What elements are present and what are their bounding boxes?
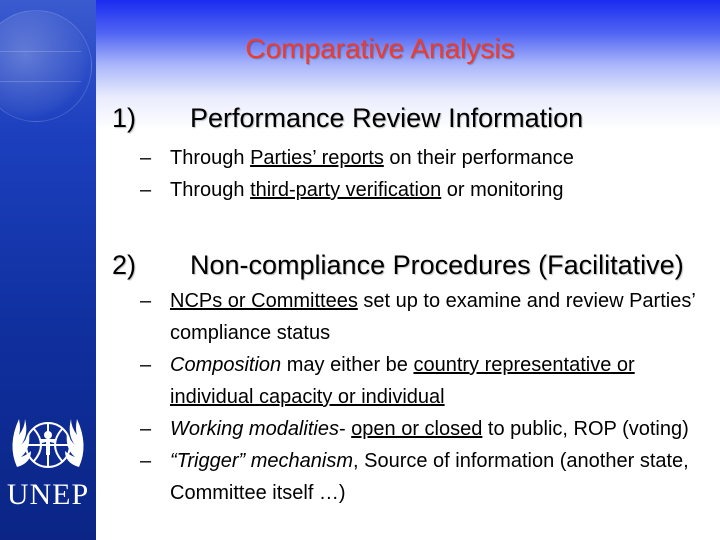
bullet-text-run: Through bbox=[170, 147, 251, 169]
bullet-item bbox=[140, 349, 715, 413]
bullet-item bbox=[140, 142, 700, 174]
bullet-text-run: third-party verification bbox=[250, 179, 442, 201]
bullet-item bbox=[140, 445, 715, 509]
bullet-item bbox=[140, 174, 700, 206]
unep-logo-text: UNEP bbox=[6, 478, 90, 511]
bullet-text-run: NCPs or Committees bbox=[170, 290, 358, 312]
bullet-text-run: Through bbox=[170, 179, 251, 201]
bullet-text-run: “Trigger” mechanism bbox=[170, 450, 353, 472]
bullet-text-run: may either be bbox=[281, 354, 414, 376]
sidebar-band bbox=[0, 0, 96, 540]
section-2-bullets bbox=[140, 285, 715, 509]
section-number-1: 1) bbox=[112, 103, 137, 133]
section-1-bullets bbox=[140, 142, 700, 206]
globe-decoration bbox=[0, 10, 92, 122]
bullet-text-run: or monitoring bbox=[441, 179, 564, 201]
bullet-text-run: Composition bbox=[170, 354, 282, 376]
section-heading-2: Non-compliance Procedures (Facilitative) bbox=[190, 250, 684, 280]
bullet-item bbox=[140, 413, 715, 445]
bullet-item bbox=[140, 285, 715, 349]
bullet-text-run: to public, ROP (voting) bbox=[482, 418, 689, 440]
bullet-text-run: , Source of information (another state, Committee itself …) bbox=[170, 450, 689, 504]
bullet-text-run: Working modalities bbox=[170, 418, 339, 440]
bullet-text-run: country representative or individual capacity or individual bbox=[170, 354, 635, 408]
bullet-text-run: set up to examine and review Parties’ compliance status bbox=[170, 290, 696, 344]
slide-title: Comparative Analysis bbox=[245, 33, 515, 64]
bullet-text-run: - bbox=[338, 418, 352, 440]
unep-emblem bbox=[3, 405, 93, 485]
bullet-text-run: Parties’ reports bbox=[250, 147, 384, 169]
section-number-2: 2) bbox=[112, 250, 137, 280]
bullet-text-run: open or closed bbox=[351, 418, 483, 440]
bullet-text-run: on their performance bbox=[383, 147, 574, 169]
section-heading-1: Performance Review Information bbox=[190, 103, 584, 133]
